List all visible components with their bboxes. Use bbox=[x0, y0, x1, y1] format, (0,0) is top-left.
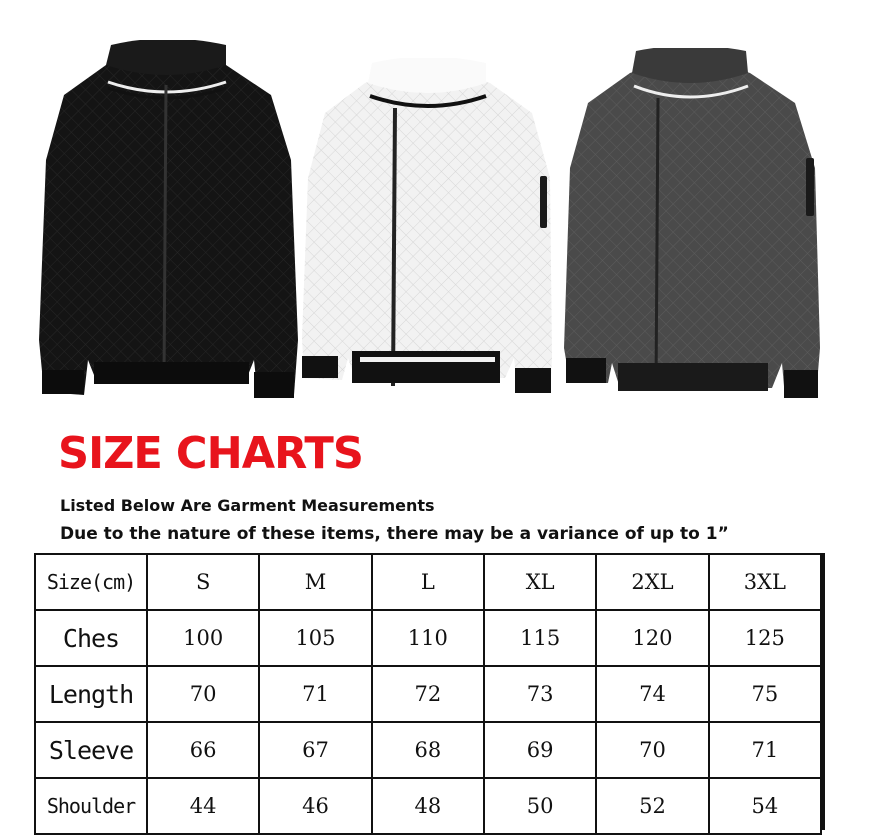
table-cell: 69 bbox=[484, 722, 596, 778]
table-cell: 73 bbox=[484, 666, 596, 722]
table-cell: 120 bbox=[596, 610, 708, 666]
table-cell: 50 bbox=[484, 778, 596, 834]
header-cell-2xl: 2XL bbox=[596, 554, 708, 610]
table-cell: 48 bbox=[372, 778, 484, 834]
table-cell: 54 bbox=[709, 778, 821, 834]
table-cell: 105 bbox=[259, 610, 371, 666]
table-cell: 115 bbox=[484, 610, 596, 666]
table-header-row bbox=[35, 554, 821, 610]
black-jacket bbox=[36, 40, 298, 405]
header-cell-xl: XL bbox=[484, 554, 596, 610]
size-charts-title: SIZE CHARTS bbox=[58, 428, 363, 479]
table-row-shoulder bbox=[35, 778, 821, 834]
table-cell: 66 bbox=[147, 722, 259, 778]
table-cell: 70 bbox=[147, 666, 259, 722]
table-cell: 52 bbox=[596, 778, 708, 834]
table-cell: 100 bbox=[147, 610, 259, 666]
header-cell-m: M bbox=[259, 554, 371, 610]
header-cell-l: L bbox=[372, 554, 484, 610]
table-cell: 67 bbox=[259, 722, 371, 778]
header-cell-3xl: 3XL bbox=[709, 554, 821, 610]
row-label-sleeve: Sleeve bbox=[35, 722, 147, 778]
table-cell: 74 bbox=[596, 666, 708, 722]
header-size-cell: Size(cm) bbox=[35, 554, 147, 610]
table-cell: 70 bbox=[596, 722, 708, 778]
table-right-border bbox=[822, 553, 825, 830]
size-chart-table bbox=[34, 553, 822, 835]
table-cell: 125 bbox=[709, 610, 821, 666]
gray-jacket bbox=[560, 48, 822, 400]
table-cell: 75 bbox=[709, 666, 821, 722]
table-row-sleeve bbox=[35, 722, 821, 778]
table-cell: 44 bbox=[147, 778, 259, 834]
row-label-chest: Ches bbox=[35, 610, 147, 666]
table-cell: 68 bbox=[372, 722, 484, 778]
subtitle-measurements: Listed Below Are Garment Measurements bbox=[60, 496, 435, 515]
table-row-length bbox=[35, 666, 821, 722]
table-cell: 72 bbox=[372, 666, 484, 722]
header-cell-s: S bbox=[147, 554, 259, 610]
subtitle-variance: Due to the nature of these items, there may be a variance of up to 1” bbox=[60, 524, 729, 544]
row-label-shoulder: Shoulder bbox=[35, 778, 147, 834]
table-cell: 46 bbox=[259, 778, 371, 834]
table-cell: 110 bbox=[372, 610, 484, 666]
table-row-chest bbox=[35, 610, 821, 666]
table-cell: 71 bbox=[259, 666, 371, 722]
white-jacket bbox=[300, 58, 555, 398]
table-cell: 71 bbox=[709, 722, 821, 778]
row-label-length: Length bbox=[35, 666, 147, 722]
